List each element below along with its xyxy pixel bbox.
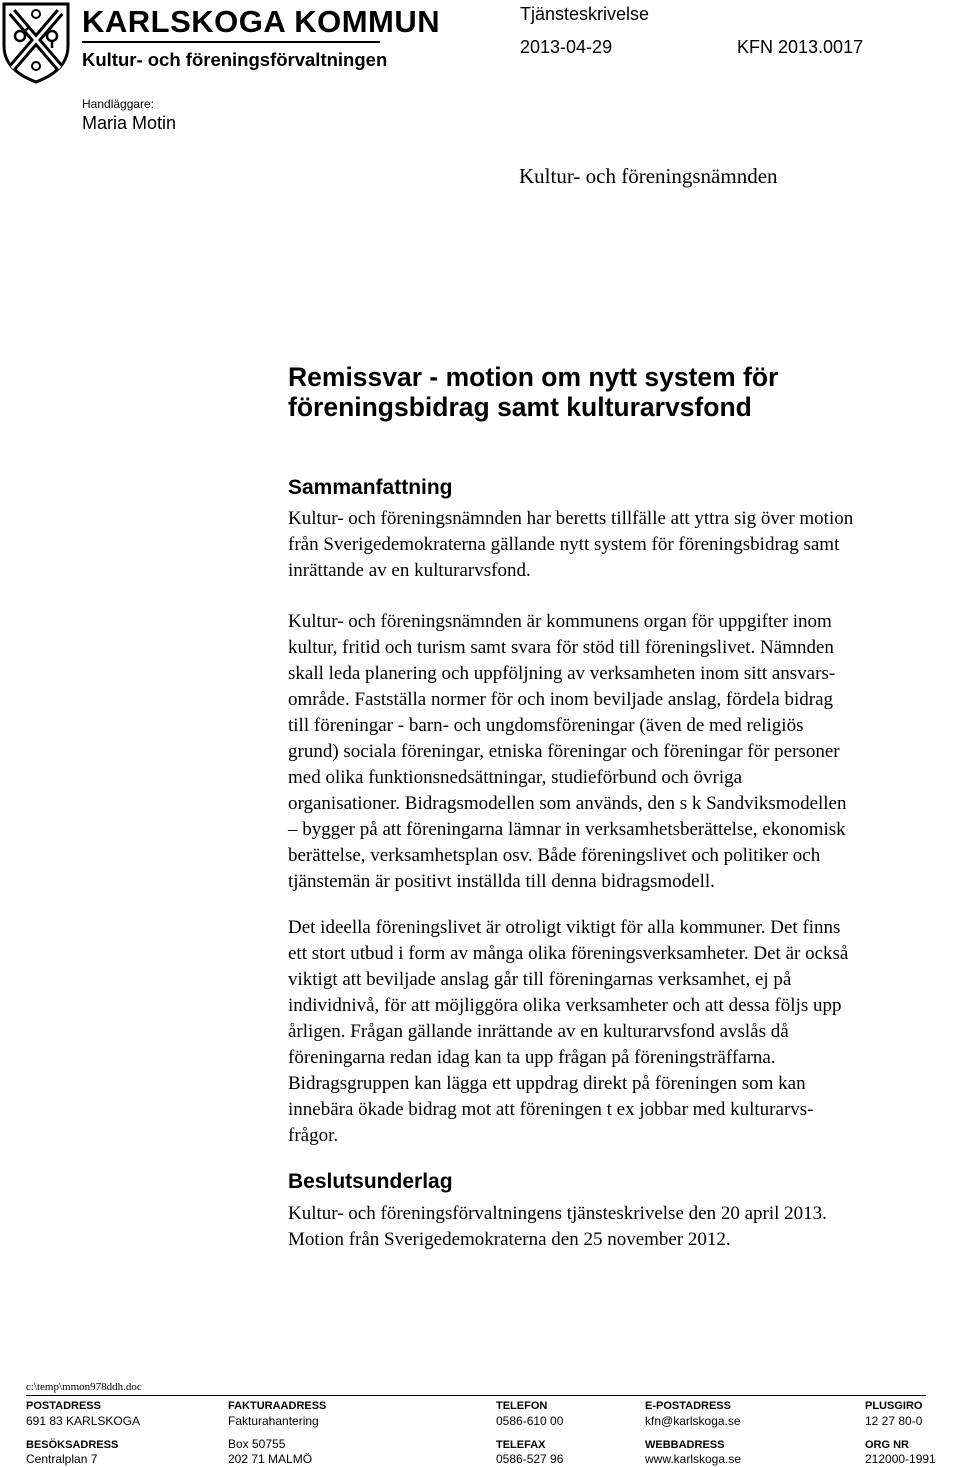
- summary-heading: Sammanfattning: [288, 476, 453, 499]
- text-line: område. Fastställa normer för och inom beviljade anslag, fördela bidrag: [288, 689, 834, 710]
- text-line: till föreningar - barn- och ungdomsföreningar (även de med religiös: [288, 715, 804, 736]
- file-path: c:\temp\mmon978ddh.doc: [26, 1381, 142, 1393]
- brand-name: KARLSKOGA KOMMUN: [82, 4, 441, 39]
- text-line: berättelse, verksamhetsplan osv. Både föreningslivet och politiker och: [288, 845, 821, 866]
- document-number: KFN 2013.0017: [737, 37, 864, 57]
- decision-basis-list: [288, 1201, 956, 1253]
- web-address: www.karlskoga.se: [645, 1452, 742, 1466]
- text-line: viktigt att beviljade anslag går till föreningarnas verksamhet, ej på: [288, 969, 792, 990]
- postal-address-label: POSTADRESS: [26, 1400, 101, 1412]
- summary-paragraph-1: [288, 506, 956, 584]
- text-line: Kultur- och föreningsnämnden har beretts tillfälle att yttra sig över motion: [288, 508, 854, 529]
- summary-paragraph-3: [288, 915, 956, 1149]
- text-line: från Sverigedemokraterna gällande nytt system för föreningsbidrag samt: [288, 534, 840, 555]
- phone-number: 0586-610 00: [496, 1414, 564, 1428]
- text-line: ett stort utbud i form av många olika föreningsverksamheter. Det är också: [288, 943, 849, 964]
- email-label: E-POSTADRESS: [645, 1400, 731, 1412]
- brand-divider: [82, 41, 380, 43]
- fax-label: TELEFAX: [496, 1439, 546, 1451]
- phone-label: TELEFON: [496, 1400, 548, 1412]
- text-line: kultur, fritid och turism samt svara för stöd till föreningslivet. Nämnden: [288, 637, 834, 658]
- text-line: inrättande av en kulturarvsfond.: [288, 560, 531, 581]
- title-line: föreningsbidrag samt kulturarvsfond: [288, 392, 752, 422]
- document-title: [288, 362, 888, 422]
- text-line: skall leda planering och uppföljning av verksamheten inom sitt ansvars-: [288, 663, 836, 684]
- invoice-address-line: Fakturahantering: [228, 1414, 319, 1428]
- invoice-address-line: 202 71 MALMÖ: [228, 1452, 313, 1466]
- text-line: individnivå, för att möjliggöra olika verksamheter och att dessa följs upp: [288, 995, 842, 1016]
- text-line: med olika funktionsnedsättningar, studieförbund och övriga: [288, 767, 743, 788]
- invoice-address-label: FAKTURAADRESS: [228, 1400, 327, 1412]
- postal-address: 691 83 KARLSKOGA: [26, 1414, 141, 1428]
- org-number: 212000-1991: [865, 1452, 936, 1466]
- municipal-coat-of-arms-logo: [0, 0, 72, 84]
- title-line: Remissvar - motion om nytt system för: [288, 362, 779, 392]
- web-label: WEBBADRESS: [645, 1439, 725, 1451]
- invoice-address-line: Box 50755: [228, 1437, 286, 1451]
- handler-name: Maria Motin: [82, 113, 177, 133]
- text-line: Kultur- och föreningsnämnden är kommunens organ för uppgifter inom: [288, 611, 832, 632]
- visiting-address-label: BESÖKSADRESS: [26, 1439, 119, 1451]
- text-line: årligen. Frågan gällande inrättande av en kulturarvsfond avslås då: [288, 1021, 789, 1042]
- visiting-address: Centralplan 7: [26, 1452, 98, 1466]
- text-line: tjänstemän är positivt inställda till denna bidragsmodell.: [288, 871, 715, 892]
- plusgiro-label: PLUSGIRO: [865, 1400, 923, 1412]
- handler-label: Handläggare:: [82, 97, 155, 111]
- text-line: grund) sociala föreningar, etniska föreningar och föreningar för personer: [288, 741, 840, 762]
- department-name: Kultur- och föreningsförvaltningen: [82, 49, 388, 70]
- text-line: organisationer. Bidragsmodellen som används, den s k Sandviksmodellen: [288, 793, 847, 814]
- email-address: kfn@karlskoga.se: [645, 1414, 741, 1428]
- org-number-label: ORG NR: [865, 1439, 909, 1451]
- text-line: Bidragsgruppen kan lägga ett uppdrag direkt på föreningen som kan: [288, 1073, 806, 1094]
- text-line: frågor.: [288, 1125, 339, 1146]
- recipient: Kultur- och föreningsnämnden: [519, 164, 778, 188]
- fax-number: 0586-527 96: [496, 1452, 564, 1466]
- text-line: Kultur- och föreningsförvaltningens tjänsteskrivelse den 20 april 2013.: [288, 1203, 827, 1224]
- document-type: Tjänsteskrivelse: [520, 4, 650, 24]
- summary-paragraph-2: [288, 609, 956, 895]
- text-line: innebära ökade bidrag mot att föreningen t ex jobbar med kulturarvs-: [288, 1099, 814, 1120]
- document-date: 2013-04-29: [520, 37, 613, 57]
- footer-divider: [26, 1395, 926, 1396]
- decision-basis-heading: Beslutsunderlag: [288, 1170, 453, 1193]
- text-line: Det ideella föreningslivet är otroligt viktigt för alla kommuner. Det finns: [288, 917, 841, 938]
- text-line: föreningarna redan idag kan ta upp frågan på föreningsträffarna.: [288, 1047, 776, 1068]
- text-line: – bygger på att föreningarna lämnar in verksamhetsberättelse, ekonomisk: [288, 819, 846, 840]
- text-line: Motion från Sverigedemokraterna den 25 november 2012.: [288, 1229, 731, 1250]
- plusgiro-number: 12 27 80-0: [865, 1414, 923, 1428]
